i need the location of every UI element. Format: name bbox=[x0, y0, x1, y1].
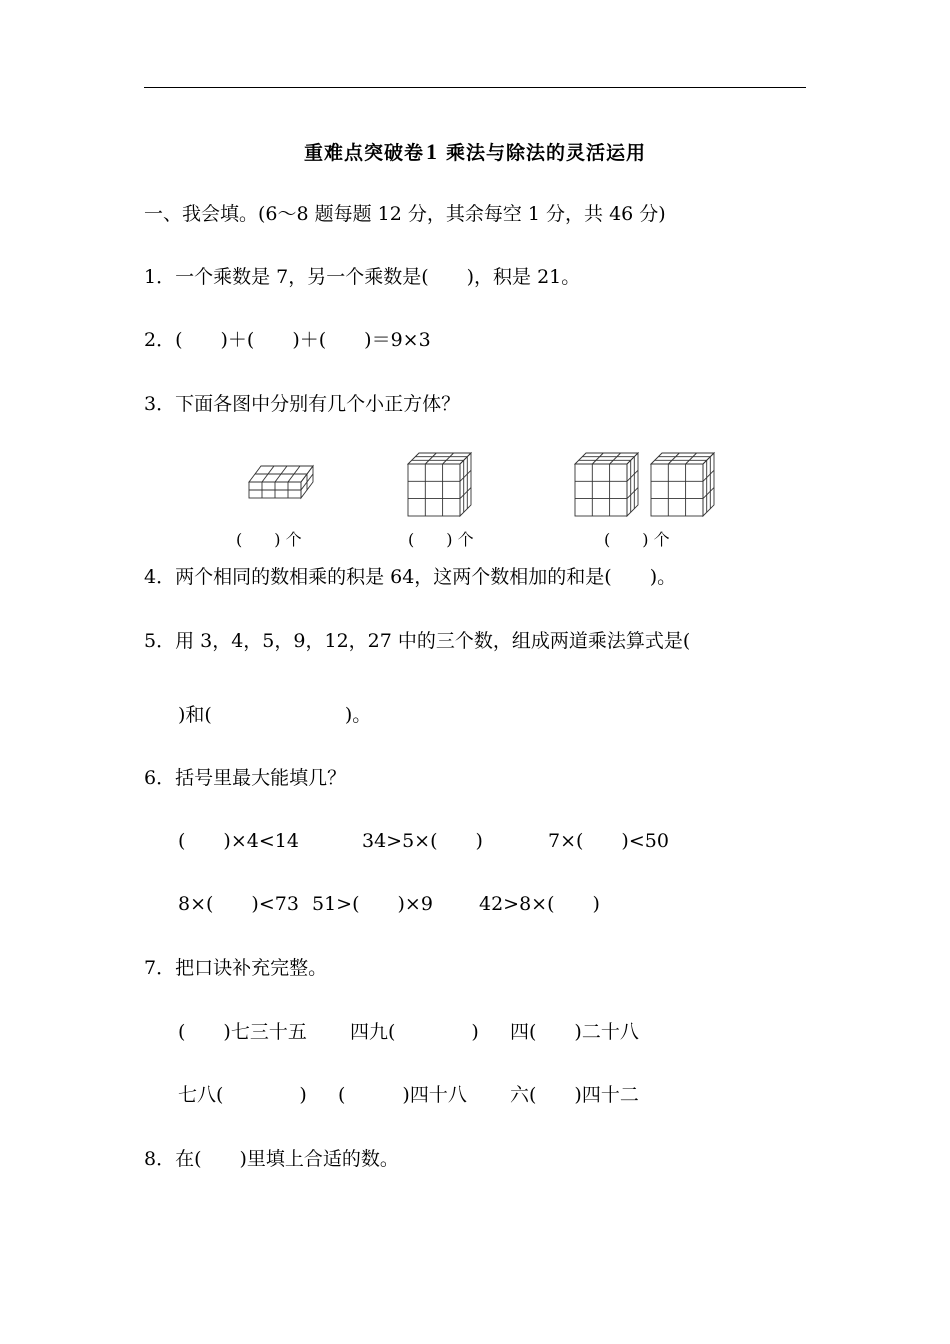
q7-item: 四九( ) bbox=[350, 1021, 479, 1043]
section-heading: 一、我会填。(6～8 题每题 12 分，其余每空 1 分，共 46 分) bbox=[144, 203, 666, 225]
page-title bbox=[0, 138, 950, 165]
q7-item: 六( )四十二 bbox=[510, 1084, 639, 1106]
question-6: 6．括号里最大能填几？ bbox=[144, 767, 347, 789]
q6-item: 7×( )<50 bbox=[548, 830, 669, 852]
q6-item: 42>8×( ) bbox=[479, 893, 600, 915]
title-number: 1 bbox=[426, 139, 438, 164]
q6-item: 51>( )×9 bbox=[312, 893, 433, 915]
title-main: 重难点突破卷 bbox=[303, 142, 424, 164]
q7-item: ( )四十八 bbox=[338, 1084, 467, 1106]
question-5-line-2: )和( )。 bbox=[178, 704, 372, 726]
q7-item: 七八( ) bbox=[178, 1084, 307, 1106]
two-cubes-3x3x3-icon bbox=[572, 450, 718, 520]
title-subtitle: 乘法与除法的灵活运用 bbox=[446, 142, 647, 164]
cuboid-4x2x1-icon bbox=[247, 462, 315, 502]
question-5-line-1: 5．用 3，4，5，9，12，27 中的三个数，组成两道乘法算式是( bbox=[144, 630, 691, 652]
cube-3x3x3-icon bbox=[405, 450, 475, 520]
header-rule bbox=[144, 87, 806, 88]
question-8: 8．在( )里填上合适的数。 bbox=[144, 1148, 399, 1170]
q6-item: ( )×4<14 bbox=[178, 830, 299, 852]
figure-1-answer-label: ( ) 个 bbox=[236, 530, 302, 549]
question-2: 2．( )＋( )＋( )＝9×3 bbox=[144, 329, 431, 351]
q6-item: 34>5×( ) bbox=[362, 830, 483, 852]
question-4: 4．两个相同的数相乘的积是 64，这两个数相加的和是( )。 bbox=[144, 566, 677, 588]
figure-3-answer-label: ( ) 个 bbox=[604, 530, 670, 549]
q6-item: 8×( )<73 bbox=[178, 893, 299, 915]
q7-item: 四( )二十八 bbox=[510, 1021, 639, 1043]
question-1: 1．一个乘数是 7，另一个乘数是( )，积是 21。 bbox=[144, 266, 581, 288]
question-3: 3．下面各图中分别有几个小正方体？ bbox=[144, 393, 461, 415]
q7-item: ( )七三十五 bbox=[178, 1021, 307, 1043]
figure-2-answer-label: ( ) 个 bbox=[408, 530, 474, 549]
question-7: 7．把口诀补充完整。 bbox=[144, 957, 328, 979]
